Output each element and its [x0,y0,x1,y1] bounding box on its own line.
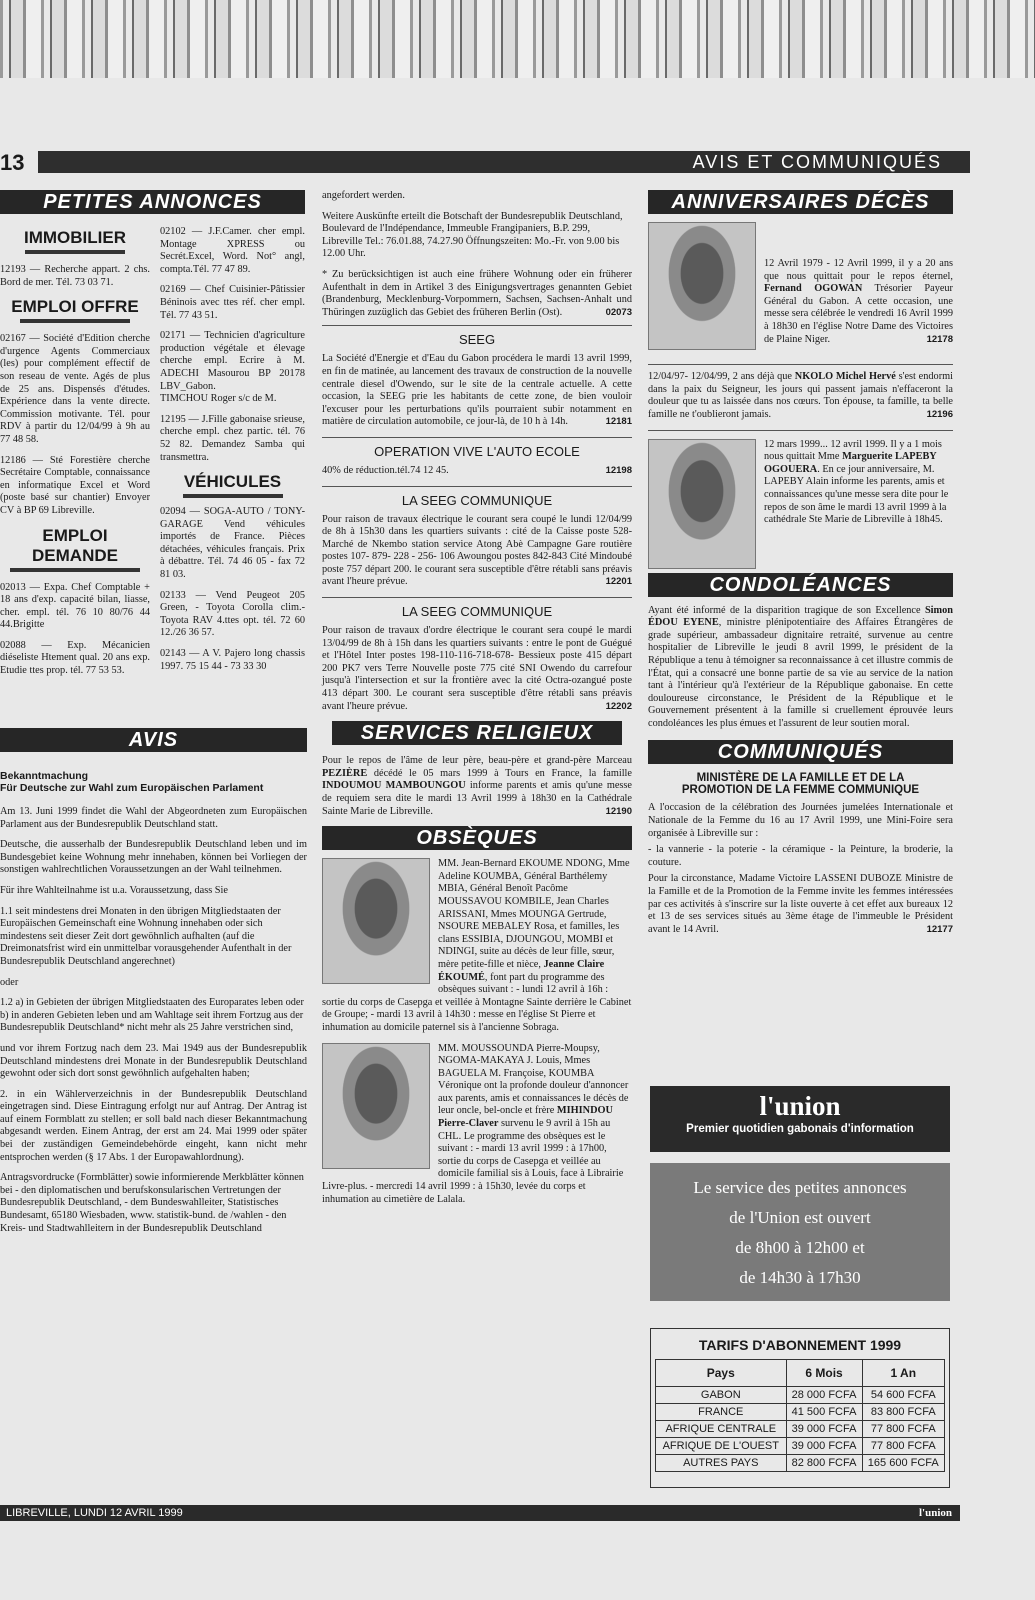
tarif-6mois: 41 500 FCFA [786,1404,862,1421]
ad-02102: 02102 — J.F.Camer. cher empl. Montage XPRESS ou Secrét.Excel, Word. Not° angl, compta.Tél. 77 47 89. [160,226,305,275]
anniv-1-ref: 12178 [926,333,953,345]
religieux-text-3: informe parents et amis qu'une messe de requiem sera dite le mardi 13 Avril 1999 à 18h30 en la Cathédrale Sainte Marie de Libreville. [322,780,632,817]
union-tagline: Premier quotidien gabonais d'information [686,1123,914,1135]
emploi-demande-heading: EMPLOI DEMANDE [32,525,118,565]
middle-column [322,190,632,1214]
avis-paragraph-1: Am 13. Juni 1999 findet die Wahl der Abgeordneten zum Europäischen Parlament aus der Bundesrepublik Deutschland statt. [0,806,307,830]
anniv-2-text: 12/04/97- 12/04/99, 2 ans déjà que [648,371,795,383]
emploi-offre-underbar [20,319,130,323]
avis-paragraph-2: Deutsche, die ausserhalb der Bundesrepublik Deutschland leben und im Bundesgebiet keine Wohnung mehr innehaben, können bei Vorliegen der sonstigen wahlrechtlichen Voraussetzungen an der Wahl teilnehmen. [0,839,307,876]
avis-heading-1: Bekanntmachung [0,770,89,782]
avis-footnote-text: * Zu berücksichtigen ist auch eine frühere Wohnung oder ein früherer Aufenthalt in dem in Artikel 3 des Einigungsvertrages genannten Gebiet (Brandenburg, Mecklenburg-Vorpommern, Sachsen, Sachsen-Anhalt und Thüringen zuzüglich das Gebiet des früheren Berlin (Ost). [322,268,632,318]
tarif-1an: 77 800 FCFA [862,1438,944,1455]
anniv-3-name: Marguerite LAPEBY OGOUERA [764,451,937,475]
page-footer [0,1505,960,1521]
anniv-1-text: 12 Avril 1979 - 12 Avril 1999, il y a 20 ans que nous quittait pour le repos éternel, [764,258,953,282]
anniv-2-name: NKOLO Michel Hervé [794,371,896,383]
avis-heading-2: Für Deutsche zur Wahl zum Europäischen Parlament [0,782,264,794]
vehicules-underbar [183,494,283,498]
communique-title: MINISTÈRE DE LA FAMILLE ET DE LA PROMOTION DE LA FEMME COMMUNIQUE [681,772,920,797]
tarifs-box [650,1328,950,1488]
divider [322,437,632,438]
table-row [656,1404,945,1421]
anniversary-photo-3 [648,439,756,569]
anniversary-photo-1 [648,222,756,350]
section-title-bar: AVIS ET COMMUNIQUÉS [38,151,970,173]
seeg-communique-1-body [322,514,632,590]
avis-band: AVIS [0,728,307,752]
ad-02171-contact: TIMCHOU Roger s/c de M. [160,393,277,405]
tarifs-header-1an: 1 An [862,1360,944,1387]
religieux-name-2: INDOUMOU MAMBOUNGOU [322,780,466,792]
religieux-name-1: PEZIÈRE [322,767,368,779]
communiques-band: COMMUNIQUÉS [648,740,953,764]
cond-text: Ayant été informé de la disparition tragique de son Excellence [648,604,925,616]
anniv-3-post: . En ce jour anniversaire, M. LAPEBY Alain informe les parents, amis et connaissances qu'une messe sera dite pour le repos de son âme le mardi 13 avril 1999 à la cathédrale Ste Marie de Libreville à 18h45. [764,463,949,526]
tarif-6mois: 39 000 FCFA [786,1421,862,1438]
tarif-1an: 165 600 FCFA [862,1455,944,1472]
auto-ecole-title: OPERATION VIVE L'AUTO ECOLE [374,443,580,459]
petites-annonces-band: PETITES ANNONCES [0,190,305,214]
anniv-3-text: 12 mars 1999... 12 avril 1999. Il y a 1 mois nous quittait Mme [764,438,942,463]
services-religieux-body [322,755,632,818]
avis-paragraph-7: und vor ihrem Fortzug nach dem 23. Mai 1949 aus der Bundesrepublik Deutschland mindestens drei Monate in der Bundesrepublik Deutschland gewohnt oder sich dort sonst gewöhnlich aufgehalten haben; [0,1042,307,1080]
avis-footnote-ref: 02073 [605,306,632,318]
ad-02171: 02171 — Technicien d'agriculture production végétale et élevage cherche empl. Ecrire à M. ADECHI Masourou BP 20178 LBV_Gabon. [160,330,305,392]
tarif-pays: FRANCE [656,1404,787,1421]
communique-paragraph-3 [648,873,953,936]
religieux-ref: 12190 [605,805,632,817]
service-line-4: de 14h30 à 17h30 [739,1268,861,1287]
obseques-2-post: survenu le 9 avril à 15h au CHL. Le programme des obsèques est le suivant : - mardi 13 avril 1999 : à 17h00, sortie du corps de Casepga et veillée au domicile familial sis à Louis, face à Librairie Livre-plus. - mercredi 14 avril 1999 : à 15h30, levée du corps et inhumation au cimetière de Lalala. [322,1118,624,1205]
seeg-body-text: La Société d'Energie et d'Eau du Gabon procédera le mardi 13 avril 1999, en fin de matinée, au lancement des travaux de construction de la nouvelle centrale diesel d'Owendo, sur le site de la centrale actuelle. A cette occasion, la SEEG prie les habitants de cette zone, de bien vouloir l'excuser pour les perturbations qu'ils pourraient subir notamment en matière de circulation automobile, ce jour-là, de 10 h à 14h. [322,353,632,428]
table-row [656,1438,945,1455]
tarifs-title: TARIFS D'ABONNEMENT 1999 [698,1337,902,1353]
immobilier-ad: 12193 — Recherche appart. 2 chs. Bord de mer. Tél. 73 03 71. [0,264,150,288]
service-line-3: de 8h00 à 12h00 et [735,1238,865,1257]
obseques-band: OBSÈQUES [322,826,632,850]
seeg-ref: 12181 [605,416,632,428]
avis-footnote [322,269,632,319]
page-number: 13 [0,150,25,175]
auto-ecole-ref: 12198 [605,464,632,476]
divider [322,325,632,326]
auto-ecole-body [322,465,632,478]
avis-paragraph-9: Antragsvordrucke (Formblätter) sowie informierende Merkblätter können bei - den diplomatischen und berufskonsularischen Vertretungen der Bundesrepublik Deutschland, - dem Bundeswahlleiter, Statistisches Bundesamt, 65180 Wiesbaden, www. statistik-bund. de /wahlen - den Kreis- und Stadtwahlleitern in der Bundesrepublik Deutschland [0,1172,304,1234]
tarif-1an: 77 800 FCFA [862,1421,944,1438]
embassy-info: Weitere Auskünfte erteilt die Botschaft der Bundesrepublik Deutschland, Boulevard de l'Indépendance, Immeuble Frangipaniers, B.P. 299, Libreville Tel.: 76.01.88, 74.27.90 Öffnungszeiten: Mo.-Fr. von 9.00 bis 12.00 Uhr. [322,210,623,260]
anniv-1-post: Trésorier Payeur Général du Gabon. A cette occasion, une messe sera célébrée le vendredi 16 Avril 1999 à 18h30 en l'église Notre Dame des Victoires de Plaine Niger. [764,283,953,345]
auto-ecole-text: 40% de réduction.tél.74 12 45. [322,464,449,476]
obituary-photo-2 [322,1043,430,1169]
tarifs-header-row [656,1360,945,1387]
table-row [656,1455,945,1472]
vehicules-heading: VÉHICULES [183,472,282,492]
obseques-1-name: Jeanne Claire ÉKOUMÉ [438,958,605,983]
avis-paragraph-8: 2. in ein Wählerverzeichnis in der Bundesrepublik Deutschland eingetragen sind. Diese Eintragung erfolgt nur auf Antrag. Der Antrag ist auf einem Formblatt zu stellen; er soll bald nach dieser Bekanntmachung abgesandt werden. Einem Antrag, der erst am 24. Mai 1999 oder später bei der zuständigen Gemeindebehörde eingeht, kann nicht mehr entsprochen werden (§ 17 Abs. 1 der Europawahlordnung). [0,1088,307,1163]
right-column [648,190,953,944]
avis-section [0,728,307,1243]
anniversaires-band: ANNIVERSAIRES DÉCÈS [648,190,953,214]
emploi-demande-ad-1: 02013 — Expa. Chef Comptable + 18 ans d'exp. capacité bilan, liasse, cher. empl. tél. 76 10 80/76 44 44.Brigitte [0,581,150,631]
anniv-1-name: Fernand OGOWAN [764,283,863,295]
communique-text-3: Pour la circonstance, Madame Victoire LASSENI DUBOZE Ministre de la Famille et de la Promotion de la Femme invite les femmes intéressées par ces activités à s'inscrire sur la liste ouverte à cet effet aux bureaux 12 et 13 de ses services situés au 3ème étage de l'immeuble le Président avant le 14 Avril. [648,873,953,935]
divider [322,486,632,487]
avis-paragraph-3: Für ihre Wahlteilnahme ist u.a. Voraussetzung, dass Sie [0,884,228,896]
petites-annonces-service-box [650,1163,950,1301]
condoleances-band: CONDOLÉANCES [648,573,953,597]
anniv-2-ref: 12196 [926,408,953,420]
ad-12195: 12195 — J.Fille gabonaise srieuse, cherche empl. chez partic. tél. 76 52 82. Demandez Samba qui transmettra. [160,413,305,463]
footer-dateline: LIBREVILLE, LUNDI 12 AVRIL 1999 [6,1507,183,1519]
condoleances-body [648,605,953,731]
tarif-pays: AFRIQUE CENTRALE [656,1421,787,1438]
avis-paragraph-5: oder [0,976,19,988]
religieux-text-1: Pour le repos de l'âme de leur père, beau-père et grand-père Marceau [322,755,632,767]
divider [322,597,632,598]
obituary-photo-1 [322,858,430,984]
tarif-6mois: 39 000 FCFA [786,1438,862,1455]
union-ad-box [650,1086,950,1152]
emploi-demande-ad-2: 02088 — Exp. Mécanicien diéseliste Htement qual. 20 ans exp. Etudie ttes prop. tél. 77 53 53. [0,639,150,677]
emploi-demande-underbar [10,568,140,572]
tarif-1an: 54 600 FCFA [862,1387,944,1404]
service-line-1: Le service des petites annonces [693,1178,907,1197]
obseques-1-post: , font part du programme des obsèques suivant : - lundi 12 avril à 16h : sortie du corps de Casepga et veillée à Montagne Sainte derrière le Cabinet de Groupe; - mardi 13 avril à 14h30 : messe en l'église St Pierre et inhumation au domicile paternel sis à l'ancienne Sobraga. [322,971,632,1033]
tarif-pays: GABON [656,1387,787,1404]
communique-ref: 12177 [926,923,953,935]
ad-02169: 02169 — Chef Cuisinier-Pâtissier Béninois avec ttes réf. cher empl. Tél. 77 43 51. [160,284,305,321]
table-row [656,1387,945,1404]
religieux-text-2: décédé le 05 mars 1999 à Tours en France, la famille [367,767,632,779]
vehicule-ad-3: 02143 — A V. Pajero long chassis 1997. 75 15 44 - 73 33 30 [160,648,305,672]
vehicule-ad-1: 02094 — SOGA-AUTO / TONY-GARAGE Vend véhicules importés de France. Pièces détachées, véhicules français. Prix à débattre. Tél. 74 46 05 - fax 72 81 03. [160,506,305,581]
tarif-1an: 83 800 FCFA [862,1404,944,1421]
seeg-communique-1-text: Pour raison de travaux électrique le courant sera coupé le lundi 12/04/99 de 8h à 15h30 dans les quartiers suivants : cité de la Caisse poste 528- Marché de Nkembo station service Atong Abè Campagne Gare routière postes 107- 879- 228 - 256- 106 Awoungou postes 842-843 Cité Mindoubé poste 757 départ 200. le courant sera susceptible d'être rétabli sans préavis avant l'heure prévue. [322,513,632,588]
immobilier-heading: IMMOBILIER [24,228,126,247]
tarif-6mois: 82 800 FCFA [786,1455,862,1472]
immobilier-underbar [25,250,125,254]
communique-paragraph-1: A l'occasion de la célébration des Journées jumelées Internationale et Nationale de la Femme du 16 au 17 Avril 1999, une Mini-Foire sera organisée à Libreville sur : [648,802,953,839]
obseques-1-text: MM. Jean-Bernard EKOUME NDONG, Mme Adeline KOUMBA, Général Barthélemy MBIA, Général Benoît Pacôme MOUSSAVOU KOMBILE, Jean Charles ARISSANI, Mmes MOUNGA Gertrude, NSOURE MEBALEY Rosa, et familles, les clans ESSIBIA, DJOUNGOU, MOMBI et NDINGI, suite au décès de leur fille, sœur, mère petite-fille et nièce, [438,858,630,970]
communique-paragraph-2: - la vannerie - la poterie - la céramique - la Peinture, la broderie, la couture. [648,844,953,868]
tarif-pays: AUTRES PAYS [656,1455,787,1472]
table-row [656,1421,945,1438]
anniv-2-post: s'est endormi dans la paix du Seigneur, les jours qui passent jamais n'effaceront la douleur que tu as laissée dans nos cœurs. Ton épouse, ta famille, ta belle famille ne t'oublieront jamais. [648,371,953,420]
union-logo: l'union [759,1091,841,1121]
footer-logo: l'union [918,1507,952,1519]
emploi-offre-heading: EMPLOI OFFRE [11,297,139,317]
seeg-communique-1-title: LA SEEG COMMUNIQUE [401,492,553,508]
seeg-communique-2-body [322,625,632,713]
avis-paragraph-4: 1.1 seit mindestens drei Monaten in den übrigen Mitgliedstaaten der Europäischen Gemeinschaft eine Wohnung innehaben oder sich mindestens seit dieser Zeit dort gewöhnlich aufhalten (auf die Dreimonatsfrist wird ein unmittelbar vorausgehender Aufenthalt in der Bundesrepublik Deutschland angerechnet) [0,905,292,967]
avis-continued: angefordert werden. [322,190,405,201]
tarifs-header-6mois: 6 Mois [786,1360,862,1387]
tarif-6mois: 28 000 FCFA [786,1387,862,1404]
tarifs-table [655,1359,945,1472]
divider [648,364,953,365]
obseques-2-name: MIHINDOU Pierre-Claver [438,1105,613,1130]
seeg-communique-2-text: Pour raison de travaux d'ordre électrique le courant sera coupé le mardi 13/04/99 de 8h à 15h dans les quartiers suivants : entre le pont de Guégué et l'Hôtel Inter postes 198-110-116-718-678- Bessieux poste 415 départ 200 PK7 vers Terre Nouvelle poste 775 cité SNI Owendo du carrefour jusqu'à l'intersection et sur la frontière avec la cité Octra-ozangué poste 413 départ 300. Le courant sera susceptible d'être rétabli sans préavis avant l'heure prévue. [322,625,632,712]
services-religieux-band: SERVICES RELIGIEUX [332,721,622,745]
tarifs-header-pays: Pays [656,1360,787,1387]
service-line-2: de l'Union est ouvert [729,1208,871,1227]
seeg-communique-1-ref: 12201 [605,576,632,588]
tarif-pays: AFRIQUE DE L'OUEST [656,1438,787,1455]
avis-paragraph-6: 1.2 a) in Gebieten der übrigen Mitgliedstaaten des Europarates leben oder b) in anderen Gebieten leben und am Wahltage seit ihrem Fortzug aus der Bundesrepublik Deutschland* nicht mehr als 25 Jahre verstrichen sind, [0,997,304,1034]
petites-annonces-col2 [160,226,305,681]
seeg-title: SEEG [458,332,496,348]
seeg-communique-2-ref: 12202 [605,700,632,712]
seeg-communique-2-title: LA SEEG COMMUNIQUE [401,604,553,620]
anniversary-notice-2 [648,371,953,421]
vehicule-ad-2: 02133 — Vend Peugeot 205 Green, - Toyota Corolla clim.- Toyota RAV 4.ttes opt. tél. 72 60 12./26 36 57. [160,589,305,639]
emploi-offre-ad-1: 02167 — Société d'Edition cherche d'urgence Agents Commerciaux (les) pour complément effectif de son reseau de vente. Agés de plus de 25 ans. Dispensés d'études. Expérience dans la vente directe. Commission motivante. Tél. pour RDV à partir du 12/04/99 à 9h au 77 48 58. [0,333,150,445]
divider [648,430,953,431]
seeg-body [322,353,632,429]
obseques-2-text: MM. MOUSSOUNDA Pierre-Moupsy, NGOMA-MAKAYA J. Louis, Mmes BAGUELA M. Françoise, KOUMBA Véronique ont la profonde douleur d'annoncer aux parents, amis et connaissances le décès de leur oncle, bel-oncle et frère [438,1042,629,1117]
emploi-offre-ad-2: 12186 — Sté Forestière cherche Secrétaire Comptable, connaissance en informatique Excel et Word (poste basé sur chantier) Envoyer CV à BP 69 Libreville. [0,454,150,516]
cond-name: Simon ÉDOU EYENE [648,604,953,629]
cond-post: , ministre plénipotentiaire des Affaires Étrangères de grade supérieur, ambassadeur dignitaire retraité, survenue au centre hospitalier de Libreville le jeudi 8 avril 1999, le président de la République a tenu à témoigner sa reconnaissance à cet illustre commis de l'État, qui a consacré une bonne partie de sa vie au service de la nation tant à l'intérieur qu'à l'extérieur de la République gabonaise. En cette douloureuse circonstance, le Président de la République et le Gouvernement présentent à la famille si cruellement éprouvée leurs condoléances les plus émues et l'assurent de leur soutien moral. [648,617,953,729]
scan-top-strip [0,0,1035,84]
